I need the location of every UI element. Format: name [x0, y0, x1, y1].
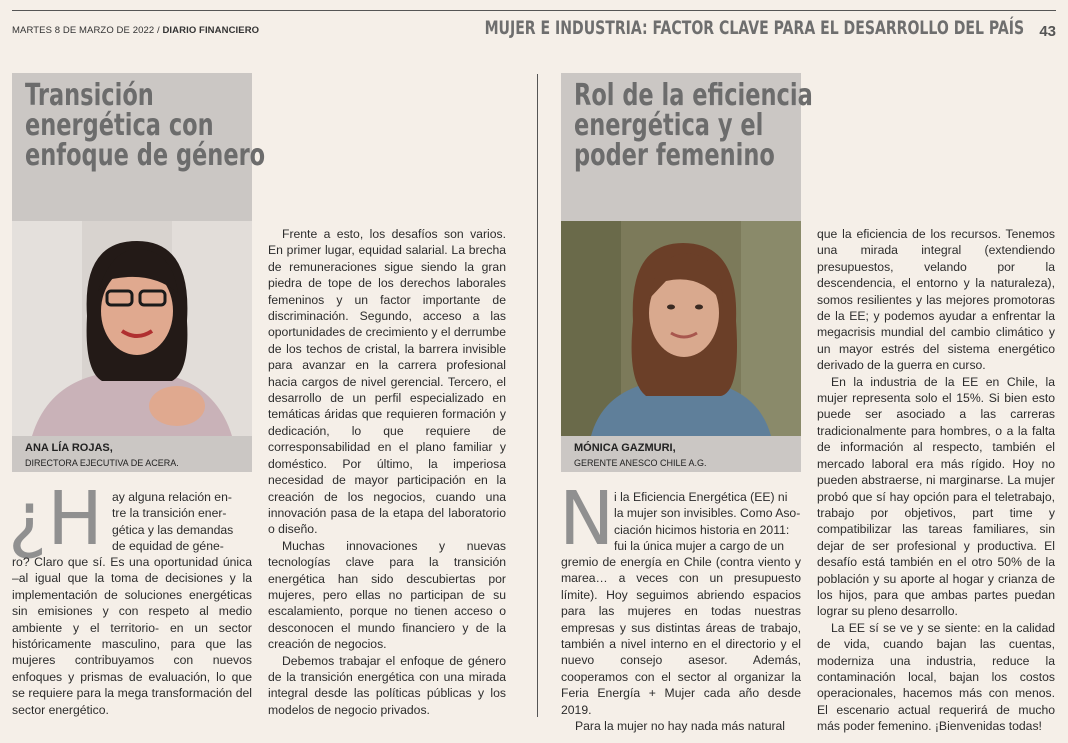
intro-line: gética y las demandas	[112, 522, 234, 537]
author-name: MÓNICA GAZMURI,	[574, 442, 676, 454]
paragraph: ro? Claro que sí. Es una oportunidad única –al igual que la toma de decisiones y la implementación de soluciones energéticas sin emisiones y con respeto al medio ambiente y el territorio- en un sector históricamente masculino, para que las mujeres contribuyamos con nuevos enfoques y prismas de evaluación, lo que se requiere para la mega transformación del sector energético.	[12, 555, 252, 717]
headline-line: poder femenino	[574, 138, 775, 173]
portrait-illustration	[561, 221, 801, 436]
author-role: DIRECTORA EJECUTIVA DE ACERA.	[25, 458, 179, 468]
left-headline-box	[12, 73, 266, 221]
portrait-illustration	[12, 221, 252, 436]
paragraph: Debemos trabajar el enfoque de género de la transición energética con una mirada integral desde las políticas públicas y los modelos de negocio privados.	[268, 653, 506, 717]
headline-line: energética y el	[574, 108, 764, 143]
intro-line: ay alguna relación en-	[112, 490, 232, 504]
column-divider	[537, 74, 538, 717]
intro-line: tre la transición ener-	[112, 506, 227, 521]
section-title: MUJER E INDUSTRIA: FACTOR CLAVE PARA EL DESARROLLO DEL PAÍS	[484, 17, 1024, 39]
intro-line: ciación hicimos historia en 2011:	[614, 522, 790, 537]
header-date: MARTES 8 DE MARZO DE 2022 / DIARIO FINANCIERO	[12, 25, 260, 36]
author-photo-monica-gazmuri	[561, 221, 801, 436]
headline-line: enfoque de género	[25, 138, 266, 173]
author-name: ANA LÍA ROJAS,	[25, 442, 113, 454]
paragraph: que la eficiencia de los recursos. Tenemos una mirada integral (extendiendo presupuestos, velando por la descendencia, el entorno y la naturaleza), somos resilientes y las mejores promotoras de la EE; y podemos ayudar a enfrentar la megacrisis mundial del cambio climático y un mayor estrés del sistema energético derivado de la guerra en curso.	[817, 227, 1055, 373]
left-headline	[25, 78, 266, 173]
paragraph: En la industria de la EE en Chile, la mujer representa solo el 15%. Si bien esto puede ser asociado a las carreras tradicionalmente para hombres, o a la falta de información al respecto, también el mercado laboral era más rígido. Hoy no pueden abstraerse, ni marginarse. La mujer probó que sí hay opción para el teletrabajo, trabajo por objetivos, part time y compatibilizar las tareas familiares, sin dejar de ser profesional y productiva. El desafío está también en el otro 50% de la población y su aporte al hogar y crianza de los hijos, para que ambas partes puedan lograr su pleno desarrollo.	[817, 374, 1055, 619]
headline-line: Transición	[25, 78, 154, 113]
paragraph: gremio de energía en Chile (contra viento y marea… a veces con un presupuesto límite). Hoy seguimos abriendo espacios para las mujeres en todas nuestras empresas y sus distintas áreas de trabajo, también a nivel interno en el directorio y el nuevo consejo asesor. Además, cooperamos con el sector al organizar la Feria Energía + Mujer cada año desde 2019.	[561, 555, 801, 717]
left-body-col2	[268, 226, 506, 718]
right-headline	[574, 78, 813, 173]
headline-line: energética con	[25, 108, 214, 143]
intro-line: i la Eficiencia Energética (EE) ni	[614, 490, 788, 504]
author-role: GERENTE ANESCO CHILE A.G.	[574, 458, 707, 468]
right-body-col4	[817, 226, 1055, 735]
headline-line: Rol de la eficiencia	[574, 78, 813, 113]
right-headline-box	[561, 73, 813, 221]
right-intro	[614, 489, 802, 555]
author-photo-ana-lia-rojas	[12, 221, 252, 436]
paragraph: La EE sí se ve y se siente: en la calidad de vida, cuando bajan las cuentas, moderniza una industria, reduce la contaminación local, bajan los costos operacionales, hacemos más con menos. El escenario actual requerirá de mucho más poder femenino. ¡Bienvenidas todas!	[817, 620, 1055, 734]
right-body-col3	[561, 554, 801, 734]
paragraph: Muchas innovaciones y nuevas tecnologías clave para la transición energética han sido descubiertas por mujeres, pero ellas no participan de su escalamiento, porque no tienen acceso o desconocen el mundo financiero y de la creación de negocios.	[268, 538, 506, 652]
page-number: 43	[1039, 23, 1056, 40]
left-dropcap: ¿H	[8, 476, 103, 562]
left-intro	[112, 489, 252, 555]
header-rule	[12, 10, 1056, 11]
left-body-col1	[12, 554, 252, 718]
intro-line: la mujer son invisibles. Como Aso-	[614, 506, 801, 521]
paragraph: Para la mujer no hay nada más natural	[575, 719, 786, 734]
right-dropcap: N	[559, 476, 615, 562]
intro-line: fui la única mujer a cargo de un	[614, 539, 785, 554]
paragraph: Frente a esto, los desafíos son varios. En primer lugar, equidad salarial. La brecha de remuneraciones sigue siendo la gran piedra de tope de los derechos laborales femeninos y un factor importante de discriminación. Segundo, acceso a las oportunidades de crecimiento y el derrumbe de los techos de cristal, la barrera invisible para avanzar en la carrera profesional hacia cargos de nivel gerencial. Tercero, el desarrollo de un perfil especializado en temáticas áridas que requieren formación y dedicación, lo que requiere de corresponsabilidad en el plano familiar y doméstico. Por último, la imperiosa necesidad de mayor participación en la creación de los negocios, cuando una innovación pasa de la etapa del laboratorio o diseño.	[268, 227, 506, 537]
newspaper-name: DIARIO FINANCIERO	[162, 25, 260, 36]
left-author-caption	[12, 436, 252, 472]
right-author-caption	[561, 436, 801, 472]
intro-line: de equidad de géne-	[112, 539, 224, 554]
